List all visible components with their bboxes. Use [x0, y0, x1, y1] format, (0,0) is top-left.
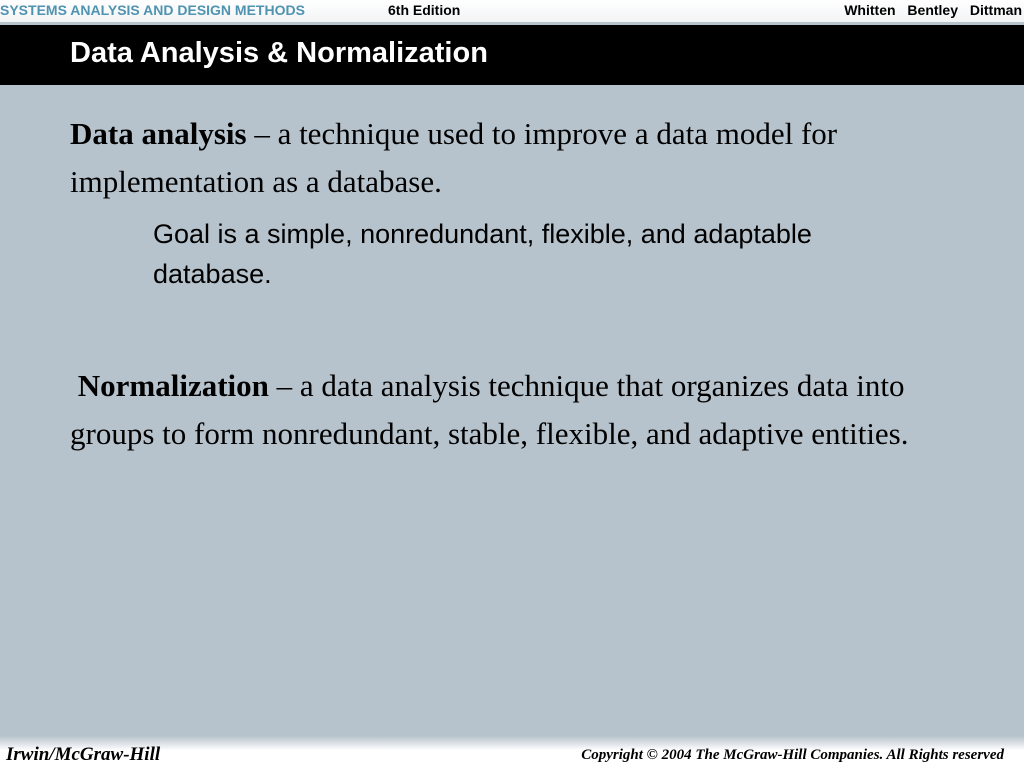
bullet-term: Data analysis — [70, 116, 247, 151]
copyright-label: Copyright © 2004 The McGraw-Hill Companies. All Rights reserved — [581, 747, 1004, 763]
edition-label: 6th Edition — [388, 2, 461, 18]
bullet-data-analysis — [70, 110, 970, 206]
bullet-definition: – a data analysis technique that organizes data into groups to form nonredundant, stable, flexible, and adaptive entities. — [70, 368, 909, 451]
sub-bullet-goal: Goal is a simple, nonredundant, flexible, and adaptable database. — [153, 219, 812, 289]
book-title: SYSTEMS ANALYSIS AND DESIGN METHODS — [0, 2, 305, 18]
bullet-term: Normalization — [77, 368, 269, 403]
publisher-label: Irwin/McGraw-Hill — [6, 744, 161, 765]
header-bar — [0, 0, 1024, 22]
authors-label: Whitten Bentley Dittman — [844, 2, 1022, 18]
bullet-definition: – a technique used to improve a data model for implementation as a database. — [70, 116, 838, 199]
bullet-normalization — [70, 362, 990, 458]
slide-title: Data Analysis & Normalization — [70, 37, 488, 69]
